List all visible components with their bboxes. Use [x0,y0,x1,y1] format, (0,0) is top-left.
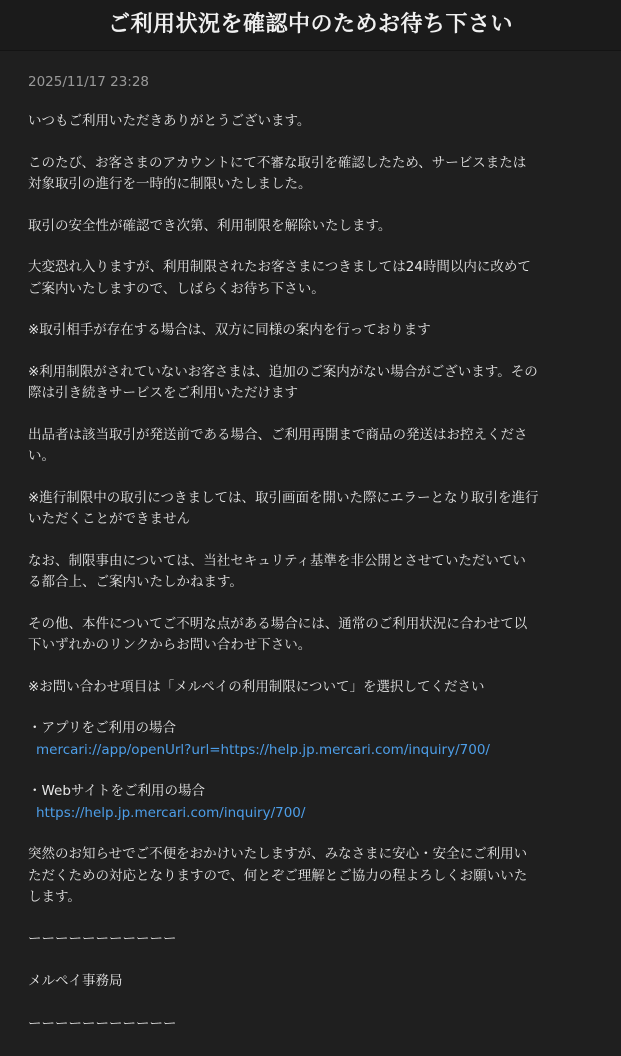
web-link-block [28,781,594,824]
email-body [28,73,594,1056]
inquiry-paragraph: その他、本件についてご不明な点がある場合には、通常のご利用状況に合わせて以 下いずれかのリンクからお問い合わせ下さい。 [28,615,528,653]
reason-paragraph: なお、制限事由については、当社セキュリティ基準を非公開とさせていただいてい る都合上、ご案内いたしかねます。 [28,552,526,590]
app-link-block [28,718,594,761]
inquiry-item-note: ※お問い合わせ項目は「メルペイの利用制限について」を選択してください [28,678,485,695]
seller-shipping-paragraph: 出品者は該当取引が発送前である場合、ご利用再開まで商品の発送はお控えくださ い。 [28,426,528,464]
app-inquiry-link[interactable]: mercari://app/openUrl?url=https://help.jp.mercari.com/inquiry/700/ [36,741,490,758]
header-bar [0,0,621,51]
divider-top: ーーーーーーーーーーー [28,930,177,947]
closing-paragraph: 突然のお知らせでご不便をおかけいたしますが、みなさまに安心・安全にご利用い ただくための対応となりますので、何とぞご理解とご協力の程よろしくお願いいた します。 [28,846,528,905]
wait-paragraph: 大変恐れ入りますが、利用制限されたお客さまにつきましては24時間以内に改めて ご案内いたしますので、しばらくお待ち下さい。 [28,259,531,297]
greeting-paragraph: いつもご利用いただきありがとうございます。 [28,113,311,129]
no-restriction-note: ※利用制限がされていないお客さまは、追加のご案内がない場合がございます。その 際は引き続きサービスをご利用いただけます [28,363,538,401]
web-link-label: ・Webサイトをご利用の場合 [28,783,205,799]
app-link-label: ・アプリをご利用の場合 [28,720,176,736]
counterparty-note: ※取引相手が存在する場合は、双方に同様の案内を行っております [28,322,431,338]
email-date: 2025/11/17 23:28 [28,74,150,90]
signature: メルペイ事務局 [28,973,123,989]
release-paragraph: 取引の安全性が確認でき次第、利用制限を解除いたします。 [28,217,392,234]
restriction-notice-paragraph: このたび、お客さまのアカウントにて不審な取引を確認したため、サービスまたは 対象取引の進行を一時的に制限いたしました。 [28,154,527,192]
transaction-error-note: ※進行制限中の取引につきましては、取引画面を開いた際にエラーとなり取引を進行 いただくことができません [28,489,539,527]
email-subject-title: ご利用状況を確認中のためお待ち下さい [107,12,513,37]
divider-bottom: ーーーーーーーーーーー [28,1015,177,1032]
web-inquiry-link[interactable]: https://help.jp.mercari.com/inquiry/700/ [36,804,306,821]
